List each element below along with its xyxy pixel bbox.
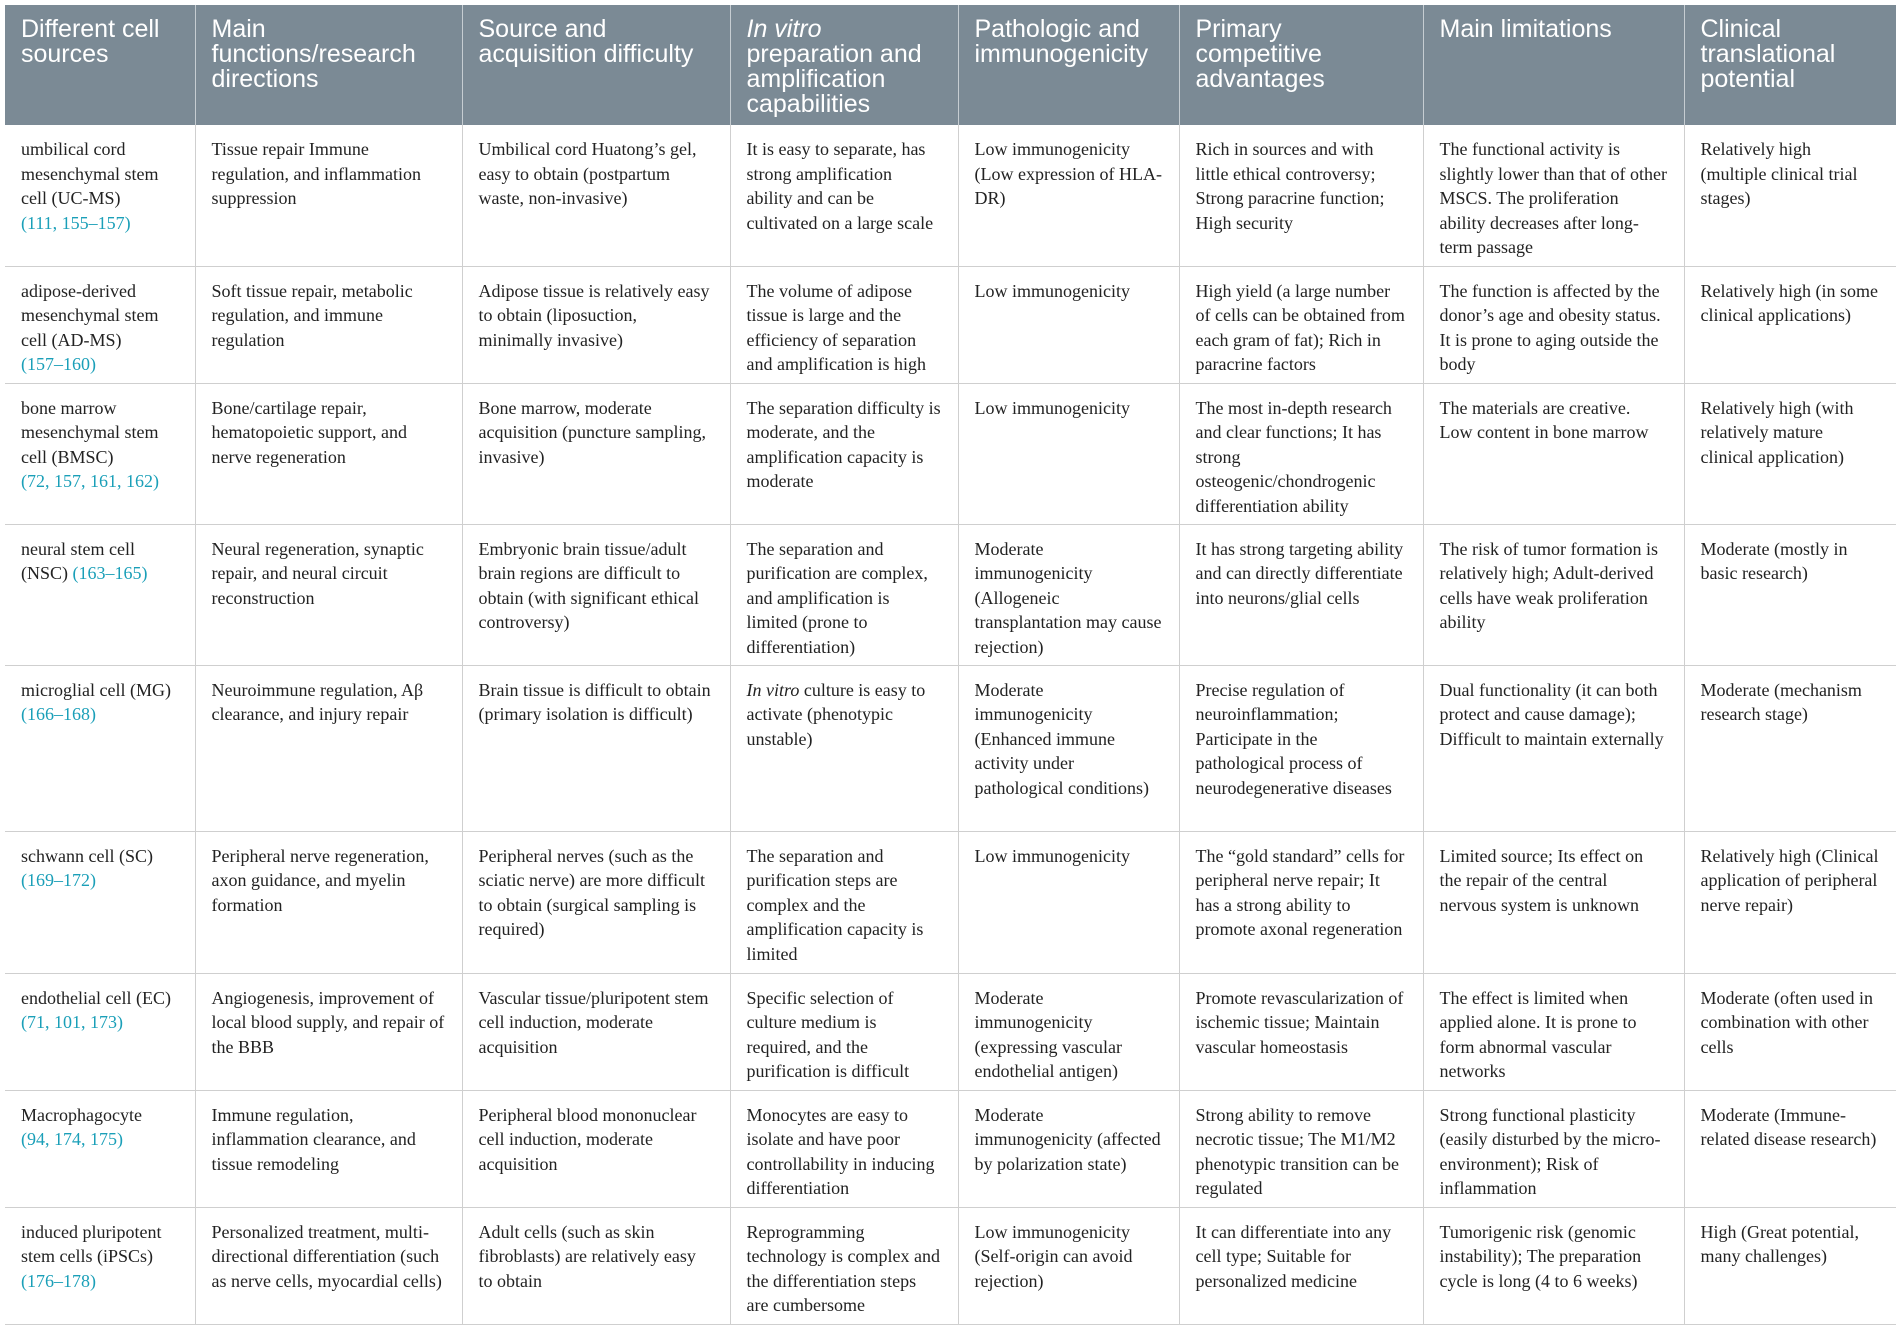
table-row [5, 125, 1896, 266]
cell-preparation: The separation and purification steps are complex and the amplification capacity is limited [730, 831, 958, 973]
table-row [5, 1207, 1896, 1324]
cell-preparation: Monocytes are easy to isolate and have poor controllability in inducing differentiation [730, 1090, 958, 1207]
cell-preparation [730, 665, 958, 831]
cell-name: endothelial cell (EC) [21, 987, 171, 1008]
cell-name: umbilical cord mesenchymal stem cell (UC-MS) [21, 139, 159, 209]
table-row [5, 1090, 1896, 1207]
cell-name: Macrophagocyte [21, 1104, 142, 1125]
cell-source-difficulty: Peripheral nerves (such as the sciatic nerve) are more difficult to obtain (surgical sampling is required) [462, 831, 730, 973]
cell-source [5, 831, 195, 973]
cell-potential: Moderate (mostly in basic research) [1684, 524, 1896, 665]
cell-immunogenicity: Low immunogenicity [958, 831, 1179, 973]
header-main-functions: Main functions/research directions [195, 5, 462, 125]
cell-source [5, 383, 195, 524]
cell-functions: Soft tissue repair, metabolic regulation, and immune regulation [195, 266, 462, 383]
cell-source-difficulty: Bone marrow, moderate acquisition (puncture sampling, invasive) [462, 383, 730, 524]
cell-source [5, 1090, 195, 1207]
cell-source-difficulty: Adipose tissue is relatively easy to obtain (liposuction, minimally invasive) [462, 266, 730, 383]
citation-link[interactable]: (72, 157, 161, 162) [21, 471, 159, 492]
cell-limitations: The functional activity is slightly lower than that of other MSCS. The proliferation ability decreases after long-term passage [1423, 125, 1684, 266]
cell-advantages: Strong ability to remove necrotic tissue; The M1/M2 phenotypic transition can be regulated [1179, 1090, 1423, 1207]
cell-functions: Bone/cartilage repair, hematopoietic support, and nerve regeneration [195, 383, 462, 524]
cell-source-difficulty: Vascular tissue/pluripotent stem cell induction, moderate acquisition [462, 973, 730, 1090]
citation-link[interactable]: (176–178) [21, 1270, 96, 1291]
cell-advantages: It can differentiate into any cell type; Suitable for personalized medicine [1179, 1207, 1423, 1324]
cell-source [5, 125, 195, 266]
cell-name: microglial cell (MG) [21, 679, 171, 700]
cell-source-difficulty: Embryonic brain tissue/adult brain regions are difficult to obtain (with significant ethical controversy) [462, 524, 730, 665]
cell-advantages: The most in-depth research and clear functions; It has strong osteogenic/chondrogenic differentiation ability [1179, 383, 1423, 524]
cell-functions: Personalized treatment, multi-directional differentiation (such as nerve cells, myocardial cells) [195, 1207, 462, 1324]
cell-source [5, 266, 195, 383]
cell-potential: Moderate (mechanism research stage) [1684, 665, 1896, 831]
cell-name: adipose-derived mesenchymal stem cell (AD-MS) [21, 280, 159, 350]
table-row [5, 266, 1896, 383]
citation-link[interactable]: (169–172) [21, 870, 96, 891]
cell-source [5, 665, 195, 831]
cell-sources-table [5, 5, 1896, 1325]
cell-limitations: Tumorigenic risk (genomic instability); The preparation cycle is long (4 to 6 weeks) [1423, 1207, 1684, 1324]
header-in-vitro-rest: preparation and amplification capabilities [746, 40, 922, 118]
comparison-table [5, 5, 1896, 1325]
header-immunogenicity: Pathologic and immunogenicity [958, 5, 1179, 125]
cell-limitations: The effect is limited when applied alone. It is prone to form abnormal vascular networks [1423, 973, 1684, 1090]
cell-source [5, 524, 195, 665]
citation-link[interactable]: (163–165) [72, 563, 148, 584]
cell-advantages: High yield (a large number of cells can be obtained from each gram of fat); Rich in paracrine factors [1179, 266, 1423, 383]
cell-potential: Moderate (often used in combination with other cells [1684, 973, 1896, 1090]
cell-source [5, 1207, 195, 1324]
header-in-vitro-italic: In vitro [746, 15, 822, 43]
cell-limitations: Limited source; Its effect on the repair of the central nervous system is unknown [1423, 831, 1684, 973]
header-row [5, 5, 1896, 125]
header-clinical-potential: Clinical translational potential [1684, 5, 1896, 125]
cell-name: bone marrow mesenchymal stem cell (BMSC) [21, 397, 159, 467]
cell-source-difficulty: Peripheral blood mononuclear cell induction, moderate acquisition [462, 1090, 730, 1207]
cell-name: schwann cell (SC) [21, 845, 153, 866]
cell-functions: Neuroimmune regulation, Aβ clearance, and injury repair [195, 665, 462, 831]
cell-advantages: Rich in sources and with little ethical controversy; Strong paracrine function; High security [1179, 125, 1423, 266]
cell-source [5, 973, 195, 1090]
cell-limitations: The risk of tumor formation is relatively high; Adult-derived cells have weak proliferation ability [1423, 524, 1684, 665]
cell-functions: Peripheral nerve regeneration, axon guidance, and myelin formation [195, 831, 462, 973]
cell-immunogenicity: Moderate immunogenicity (Allogeneic transplantation may cause rejection) [958, 524, 1179, 665]
cell-potential: Relatively high (with relatively mature clinical application) [1684, 383, 1896, 524]
citation-link[interactable]: (166–168) [21, 704, 96, 725]
header-advantages: Primary competitive advantages [1179, 5, 1423, 125]
cell-preparation: The separation and purification are complex, and amplification is limited (prone to differentiation) [730, 524, 958, 665]
cell-advantages: Precise regulation of neuroinflammation; Participate in the pathological process of neurodegenerative diseases [1179, 665, 1423, 831]
cell-preparation: It is easy to separate, has strong amplification ability and can be cultivated on a large scale [730, 125, 958, 266]
cell-name: induced pluripotent stem cells (iPSCs) [21, 1221, 162, 1267]
cell-potential: Relatively high (Clinical application of peripheral nerve repair) [1684, 831, 1896, 973]
header-limitations: Main limitations [1423, 5, 1684, 125]
cell-limitations: Dual functionality (it can both protect and cause damage); Difficult to maintain externally [1423, 665, 1684, 831]
cell-functions: Angiogenesis, improvement of local blood supply, and repair of the BBB [195, 973, 462, 1090]
cell-immunogenicity: Moderate immunogenicity (Enhanced immune activity under pathological conditions) [958, 665, 1179, 831]
citation-link[interactable]: (157–160) [21, 354, 96, 375]
cell-functions: Immune regulation, inflammation clearance, and tissue remodeling [195, 1090, 462, 1207]
cell-immunogenicity: Low immunogenicity (Self-origin can avoid rejection) [958, 1207, 1179, 1324]
cell-functions: Tissue repair Immune regulation, and inflammation suppression [195, 125, 462, 266]
cell-preparation: The separation difficulty is moderate, and the amplification capacity is moderate [730, 383, 958, 524]
cell-limitations: The function is affected by the donor’s age and obesity status. It is prone to aging outside the body [1423, 266, 1684, 383]
table-header [5, 5, 1896, 125]
table-row [5, 524, 1896, 665]
table-row [5, 973, 1896, 1090]
table-body [5, 125, 1896, 1324]
cell-limitations: Strong functional plasticity (easily disturbed by the micro-environment); Risk of inflammation [1423, 1090, 1684, 1207]
cell-advantages: It has strong targeting ability and can directly differentiate into neurons/glial cells [1179, 524, 1423, 665]
cell-source-difficulty: Umbilical cord Huatong’s gel, easy to obtain (postpartum waste, non-invasive) [462, 125, 730, 266]
cell-immunogenicity: Low immunogenicity (Low expression of HLA-DR) [958, 125, 1179, 266]
citation-link[interactable]: (71, 101, 173) [21, 1012, 123, 1033]
citation-link[interactable]: (111, 155–157) [21, 212, 131, 233]
table-row [5, 831, 1896, 973]
table-row [5, 383, 1896, 524]
header-source-difficulty: Source and acquisition difficulty [462, 5, 730, 125]
cell-potential: High (Great potential, many challenges) [1684, 1207, 1896, 1324]
cell-immunogenicity: Moderate immunogenicity (expressing vascular endothelial antigen) [958, 973, 1179, 1090]
cell-immunogenicity: Moderate immunogenicity (affected by polarization state) [958, 1090, 1179, 1207]
cell-immunogenicity: Low immunogenicity [958, 383, 1179, 524]
header-cell-sources: Different cell sources [5, 5, 195, 125]
cell-source-difficulty: Adult cells (such as skin fibroblasts) are relatively easy to obtain [462, 1207, 730, 1324]
cell-potential: Relatively high (in some clinical applications) [1684, 266, 1896, 383]
cell-preparation: Specific selection of culture medium is required, and the purification is difficult [730, 973, 958, 1090]
preparation-text: culture is easy to activate (phenotypic unstable) [746, 679, 926, 749]
cell-advantages: The “gold standard” cells for peripheral nerve repair; It has a strong ability to promote axonal regeneration [1179, 831, 1423, 973]
cell-limitations: The materials are creative. Low content in bone marrow [1423, 383, 1684, 524]
in-vitro-italic: In vitro [746, 679, 800, 700]
cell-potential: Moderate (Immune-related disease research) [1684, 1090, 1896, 1207]
cell-potential: Relatively high (multiple clinical trial stages) [1684, 125, 1896, 266]
header-in-vitro-preparation [730, 5, 958, 125]
cell-advantages: Promote revascularization of ischemic tissue; Maintain vascular homeostasis [1179, 973, 1423, 1090]
cell-name: neural stem cell (NSC) [21, 538, 135, 584]
cell-functions: Neural regeneration, synaptic repair, and neural circuit reconstruction [195, 524, 462, 665]
cell-source-difficulty: Brain tissue is difficult to obtain (primary isolation is difficult) [462, 665, 730, 831]
table-row [5, 665, 1896, 831]
cell-immunogenicity: Low immunogenicity [958, 266, 1179, 383]
citation-link[interactable]: (94, 174, 175) [21, 1129, 123, 1150]
cell-preparation: Reprogramming technology is complex and the differentiation steps are cumbersome [730, 1207, 958, 1324]
cell-preparation: The volume of adipose tissue is large and the efficiency of separation and amplification is high [730, 266, 958, 383]
